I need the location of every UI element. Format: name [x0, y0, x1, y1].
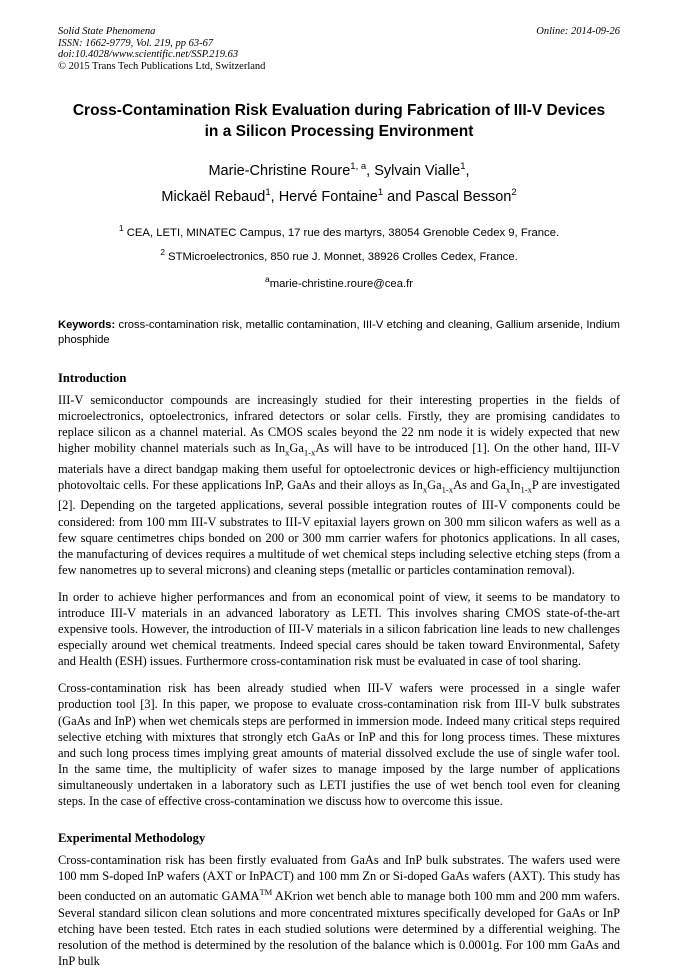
journal-copyright: © 2015 Trans Tech Publications Ltd, Switzerland [58, 60, 266, 72]
author-line-2 [58, 182, 620, 208]
author-roure: Marie-Christine Roure [208, 162, 351, 179]
author-besson: and Pascal Besson [383, 188, 512, 205]
email-address: marie-christine.roure@cea.fr [269, 277, 414, 290]
author-besson-sup: 2 [511, 186, 517, 198]
affiliation-1-marker: 1 [118, 222, 124, 233]
affiliation-2-marker: 2 [160, 247, 165, 258]
author-rebaud: Mickaël Rebaud [161, 188, 266, 205]
paragraph: Cross-contamination risk has been firstly evaluated from GaAs and InP bulk substrates. The wafers used were 100 mm S-doped InP wafers (AXT or InPACT) and 100 mm Zn or Si-doped GaAs wafers (AXT). This study has been conducted on an automatic GAMA™ AKrion wet bench able to manage both 100 mm and 200 mm wafers. Several standard silicon clean solutions and more concentrated mixtures specifically developed for GaAs or InP etching have been tested. Etch rates in each studied solutions were determined by a differential weighing. The resolution of the method is determined by the resolution of the balance which is 0.0001g. For 100 mm GaAs and InP bulk [58, 853, 620, 968]
keywords-text: cross-contamination risk, metallic contamination, III-V etching and cleaning, Gallium arsenide, Indium phosphide [58, 318, 620, 347]
author-fontaine: , Hervé Fontaine [270, 188, 378, 205]
page-title [58, 100, 620, 142]
section-heading-introduction: Introduction [58, 370, 127, 385]
affiliation-1-text: CEA, LETI, MINATEC Campus, 17 rue des martyrs, 38054 Grenoble Cedex 9, France. [123, 226, 560, 239]
author-line-1 [58, 156, 620, 182]
paragraph: In order to achieve higher performances and from an economical point of view, it seems to be mandatory to introduce III-V materials in an advanced laboratory as LETI. This involves sharing CMOS state-of-the-art expensive tools. However, the introduction of III-V materials in a silicon fabrication line leads to new challenges especially around wet chemical treatments. Indeed special cares should be taken toward Environmental, Safety and Health (ESH) issues. Furthermore cross-contamination risk must be evaluated in case of tool sharing. [58, 589, 620, 669]
author-vialle: , Sylvain Vialle [366, 162, 461, 179]
author-list [58, 156, 620, 208]
title-line-1: Cross-Contamination Risk Evaluation during Fabrication of III-V Devices [72, 102, 606, 119]
keywords-label: Keywords: [58, 318, 116, 331]
journal-doi: doi:10.4028/www.scientific.net/SSP.219.63 [58, 49, 239, 61]
author-vialle-sup: 1 [460, 161, 466, 172]
title-line-2: in a Silicon Processing Environment [204, 123, 474, 140]
body-content [58, 371, 620, 969]
affiliation-2-text: STMicroelectronics, 850 rue J. Monnet, 38926 Crolles Cedex, France. [164, 251, 518, 264]
author-rebaud-sup: 1 [265, 186, 271, 198]
section-heading-experimental-methodology: Experimental Methodology [58, 831, 206, 846]
paragraph: III-V semiconductor compounds are increasingly studied for their interesting properties in the fields of microelectronics, optoelectronics, infrared detectors or solar cells. Firstly, they are promising candidates to replace silicon as a channel material. As CMOS scales beyond the 22 nm node it is widely expected that new higher mobility channel materials such as $In_xGa_{1-x}As$ will have to be introduced [1]. On the other hand, III-V materials have a direct bandgap making them useful for optoelectronic devices or high-efficiency multijunction photovoltaic cells. For these applications InP, GaAs and their alloys as $In_xGa_{1-x}As$ and $Ga_xIn_{1-x}P$ are investigated [2]. Depending on the targeted applications, several possible integration routes of III-V components could be considered: from 100 mm III-V substrates to III-V epitaxial layers grown on 300 mm silicon wafers as well as a few square centimetres chips bonded on 200 or 300 mm carrier wafers for photonics applications. In all cases, the manufacturing of devices requires a multitude of wet chemical steps including selective etching steps (from a few nanometres up to several microns) and cleaning steps (metallic or particles contamination removal). [58, 392, 620, 577]
affiliation-1 [58, 220, 620, 241]
email-marker: a [264, 274, 270, 285]
affiliation-2 [58, 244, 620, 265]
corresponding-email [58, 271, 620, 292]
online-date: Online: 2014-09-26 [536, 26, 620, 37]
author-fontaine-sup: 1 [377, 186, 384, 198]
page-header [58, 26, 620, 80]
journal-name: Solid State Phenomena [58, 26, 156, 37]
keywords-block [58, 318, 620, 349]
journal-issn: ISSN: 1662-9779, Vol. 219, pp 63-67 [58, 37, 214, 49]
author-line1-comma: , [465, 162, 470, 179]
paragraph: Cross-contamination risk has been already studied when III-V wafers were processed in a single wafer production tool [3]. In this paper, we propose to evaluate cross-contamination risk from III-V bulk substrates (GaAs and InP) when wet chemicals steps are performed in immersion mode. Indeed many critical steps required selective etching with mixtures that strongly etch GaAs or InP and this for long process times. These mixtures and such long process times implying great amounts of material dissolved exclude the use of single wafer tool. In the same time, the multiplicity of wafer sizes to manage imposed by the large number of applications simultaneously undertaken in a laboratory such as LETI justifies the use of wet bench tool even for cleaning steps. In the case of effective cross-contamination we discuss how to overcome this issue. [58, 681, 620, 809]
author-roure-sup: 1, a [350, 161, 367, 172]
